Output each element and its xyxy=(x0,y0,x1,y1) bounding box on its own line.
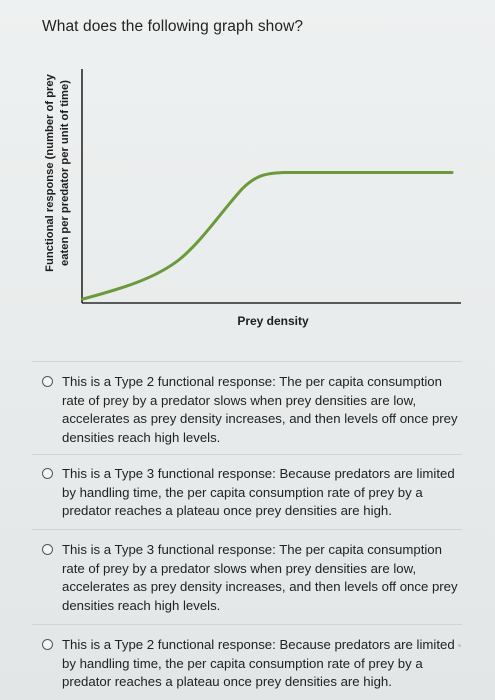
option-label: This is a Type 2 functional response: Because predators are limited by handling time, the per capita consumption rate of prey by a predator reaches a plateau once prey densities are high. xyxy=(62,637,455,689)
answer-option-2[interactable] xyxy=(42,467,462,523)
graph-svg xyxy=(30,55,475,345)
option-label: This is a Type 3 functional response: Because predators are limited by handling time, the per capita consumption rate of prey by a predator reaches a plateau once prey densities are high. xyxy=(62,466,455,518)
functional-response-graph xyxy=(30,55,475,345)
divider xyxy=(32,624,462,625)
y-axis-label-line1: Functional response (number of prey xyxy=(44,74,56,272)
divider xyxy=(32,529,462,530)
answer-option-3[interactable] xyxy=(42,543,462,617)
answer-option-4[interactable] xyxy=(42,638,462,694)
y-axis-label-line2: eaten per predator per unit of time) xyxy=(59,80,71,266)
radio-button[interactable] xyxy=(42,376,53,387)
option-label: This is a Type 3 functional response: The per capita consumption rate of prey by a predator slows when prey densities are low, accelerates as prey density increases, and then levels off once prey densities reach high levels. xyxy=(62,542,458,613)
question-title: What does the following graph show? xyxy=(42,18,304,35)
x-axis-label: Prey density xyxy=(237,314,309,328)
decorative-dot xyxy=(458,644,461,647)
answer-option-1[interactable] xyxy=(42,375,462,447)
option-label: This is a Type 2 functional response: The per capita consumption rate of prey by a predator slows when prey densities are low, accelerates as prey density increases, and then levels off once prey densities reach high levels. xyxy=(62,374,458,445)
sigmoid-curve xyxy=(83,173,452,300)
divider xyxy=(32,361,462,362)
radio-button[interactable] xyxy=(42,468,53,479)
radio-button[interactable] xyxy=(42,639,53,650)
divider xyxy=(32,454,462,455)
radio-button[interactable] xyxy=(42,544,53,555)
